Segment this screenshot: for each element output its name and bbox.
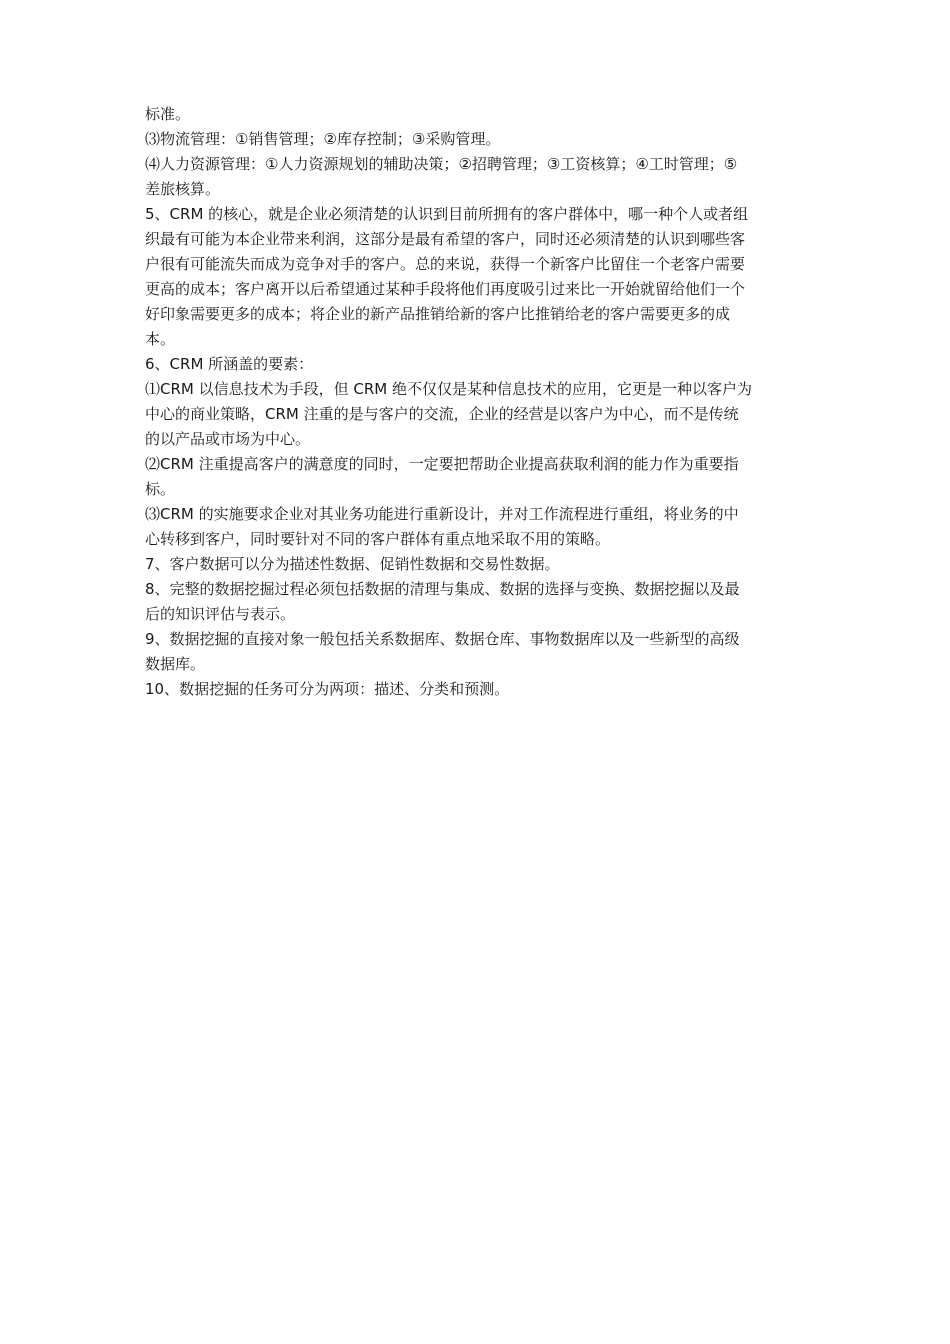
paragraph-crm-element-3 (145, 502, 825, 552)
text-line: 5、CRM 的核心，就是企业必须清楚的认识到目前所拥有的客户群体中，哪一种个人或者组 (145, 205, 749, 223)
paragraph-crm-elements-heading (145, 352, 825, 377)
document-body (145, 102, 825, 702)
paragraph-data-mining-tasks (145, 677, 825, 702)
text-line: 数据库。 (145, 655, 206, 673)
text-line: 心转移到客户，同时要针对不同的客户群体有重点地采取不用的策略。 (145, 530, 611, 548)
paragraph-crm-element-2 (145, 452, 825, 502)
paragraph-standard-tail (145, 102, 825, 127)
paragraph-customer-data (145, 552, 825, 577)
paragraph-data-mining-objects (145, 627, 825, 677)
text-line: 好印象需要更多的成本；将企业的新产品推销给新的客户比推销给老的客户需要更多的成 (145, 305, 731, 323)
text-line: ⑵CRM 注重提高客户的满意度的同时，一定要把帮助企业提高获取利润的能力作为重要指 (145, 455, 739, 473)
text-line: 8、完整的数据挖掘过程必须包括数据的清理与集成、数据的选择与变换、数据挖掘以及最 (145, 580, 740, 598)
text-line: ⑷人力资源管理：①人力资源规划的辅助决策；②招聘管理；③工资核算；④工时管理；⑤ (145, 155, 738, 173)
text-line: 后的知识评估与表示。 (145, 605, 296, 623)
text-line: 6、CRM 所涵盖的要素： (145, 355, 314, 373)
paragraph-hr (145, 152, 825, 202)
text-line: ⑴CRM 以信息技术为手段，但 CRM 绝不仅仅是某种信息技术的应用，它更是一种以客户为 (145, 380, 752, 398)
text-line: 中心的商业策略，CRM 注重的是与客户的交流，企业的经营是以客户为中心，而不是传统 (145, 405, 739, 423)
text-line: 标。 (145, 480, 176, 498)
paragraph-crm-element-1 (145, 377, 825, 452)
paragraph-data-mining-process (145, 577, 825, 627)
text-line: 差旅核算。 (145, 180, 221, 198)
text-line: 的以产品或市场为中心。 (145, 430, 311, 448)
text-line: 更高的成本；客户离开以后希望通过某种手段将他们再度吸引过来比一开始就留给他们一个 (145, 280, 746, 298)
text-line: 户很有可能流失而成为竞争对手的客户。总的来说，获得一个新客户比留住一个老客户需要 (145, 255, 746, 273)
text-line: 9、数据挖掘的直接对象一般包括关系数据库、数据仓库、事物数据库以及一些新型的高级 (145, 630, 740, 648)
text-line: 本。 (145, 330, 176, 348)
text-line: 7、客户数据可以分为描述性数据、促销性数据和交易性数据。 (145, 555, 560, 573)
text-line: ⑶物流管理：①销售管理；②库存控制；③采购管理。 (145, 130, 501, 148)
text-line: ⑶CRM 的实施要求企业对其业务功能进行重新设计，并对工作流程进行重组，将业务的中 (145, 505, 739, 523)
text-line: 标准。 (145, 105, 191, 123)
paragraph-crm-core (145, 202, 825, 352)
paragraph-logistics (145, 127, 825, 152)
text-line: 10、数据挖掘的任务可分为两项：描述、分类和预测。 (145, 680, 510, 698)
text-line: 织最有可能为本企业带来利润，这部分是最有希望的客户，同时还必须清楚的认识到哪些客 (145, 230, 746, 248)
